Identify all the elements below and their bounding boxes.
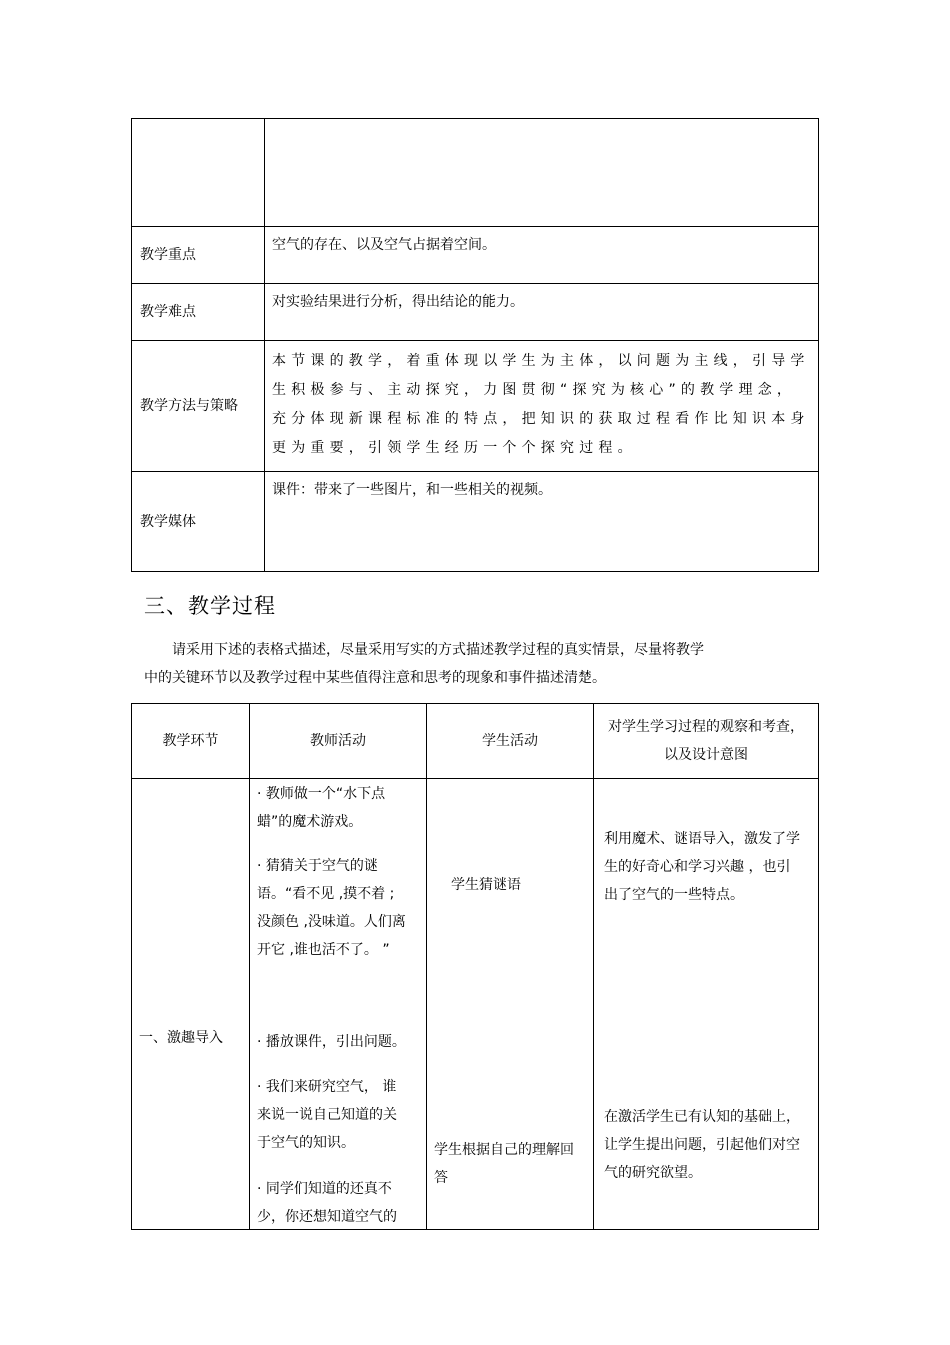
row-content xyxy=(265,119,819,227)
row-content-key-points: 空气的存在、以及空气占据着空间。 xyxy=(265,227,819,284)
observation-item: 在激活学生已有认知的基础上，让学生提出问题，引起他们对空气的研究欲望。 xyxy=(604,1109,800,1181)
header-teacher: 教师活动 xyxy=(250,704,427,779)
table-row xyxy=(132,472,819,572)
row-label-key-points: 教学重点 xyxy=(132,227,265,284)
header-observe: 对学生学习过程的观察和考查，以及设计意图 xyxy=(594,704,819,779)
stage-label: 一、激趣导入 xyxy=(139,1030,223,1046)
student-item: 学生猜谜语 xyxy=(451,877,521,893)
table-row xyxy=(132,779,819,1230)
stage-cell xyxy=(132,779,250,1230)
row-label-difficulties: 教学难点 xyxy=(132,284,265,341)
student-activity-cell xyxy=(427,779,594,1230)
teacher-item: · 播放课件，引出问题。 xyxy=(257,1034,406,1050)
intro-line: 中的关键环节以及教学过程中某些值得注意和思考的现象和事件描述清楚。 xyxy=(144,670,606,686)
table-row xyxy=(132,119,819,227)
row-content-methods: 本节课的教学，着重体现以学生为主体，以问题为主线，引导学生积极参与、主动探究，力图贯彻“探究为核心”的教学理念，充分体现新课程标准的特点，把知识的获取过程看作比知识本身更为重要，引领学生经历一个个探究过程。 xyxy=(265,341,819,472)
student-item: 学生根据自己的理解回答 xyxy=(434,1142,574,1186)
section-title: 三、教学过程 xyxy=(144,594,276,618)
teaching-process-table xyxy=(131,703,819,1230)
header-student: 学生活动 xyxy=(427,704,594,779)
teacher-activity-cell xyxy=(250,779,427,1230)
lesson-info-table xyxy=(131,118,819,572)
table-row xyxy=(132,284,819,341)
row-label-methods: 教学方法与策略 xyxy=(132,341,265,472)
row-content-media: 课件：带来了一些图片，和一些相关的视频。 xyxy=(265,472,819,572)
section-intro xyxy=(144,636,794,692)
row-content-difficulties: 对实验结果进行分析，得出结论的能力。 xyxy=(265,284,819,341)
teacher-item: · 我们来研究空气， 谁来说一说自己知道的关于空气的知识。 xyxy=(257,1079,397,1151)
teacher-item: · 同学们知道的还真不少，你还想知道空气的 xyxy=(257,1181,397,1225)
table-row xyxy=(132,341,819,472)
header-stage: 教学环节 xyxy=(132,704,250,779)
observation-item: 利用魔术、谜语导入，激发了学生的好奇心和学习兴趣 ，也引出了空气的一些特点。 xyxy=(604,831,800,903)
row-label-media: 教学媒体 xyxy=(132,472,265,572)
table-header-row xyxy=(132,704,819,779)
table-row xyxy=(132,227,819,284)
row-label xyxy=(132,119,265,227)
teacher-item: · 猜猜关于空气的谜语。“看不见 ,摸不着 ;没颜色 ,没味道。人们离开它 ,谁也活不了。 ” xyxy=(257,858,406,958)
observation-cell xyxy=(594,779,819,1230)
teacher-item: · 教师做一个“水下点蜡”的魔术游戏。 xyxy=(257,786,386,830)
intro-line: 请采用下述的表格式描述，尽量采用写实的方式描述教学过程的真实情景，尽量将教学 xyxy=(172,642,704,658)
